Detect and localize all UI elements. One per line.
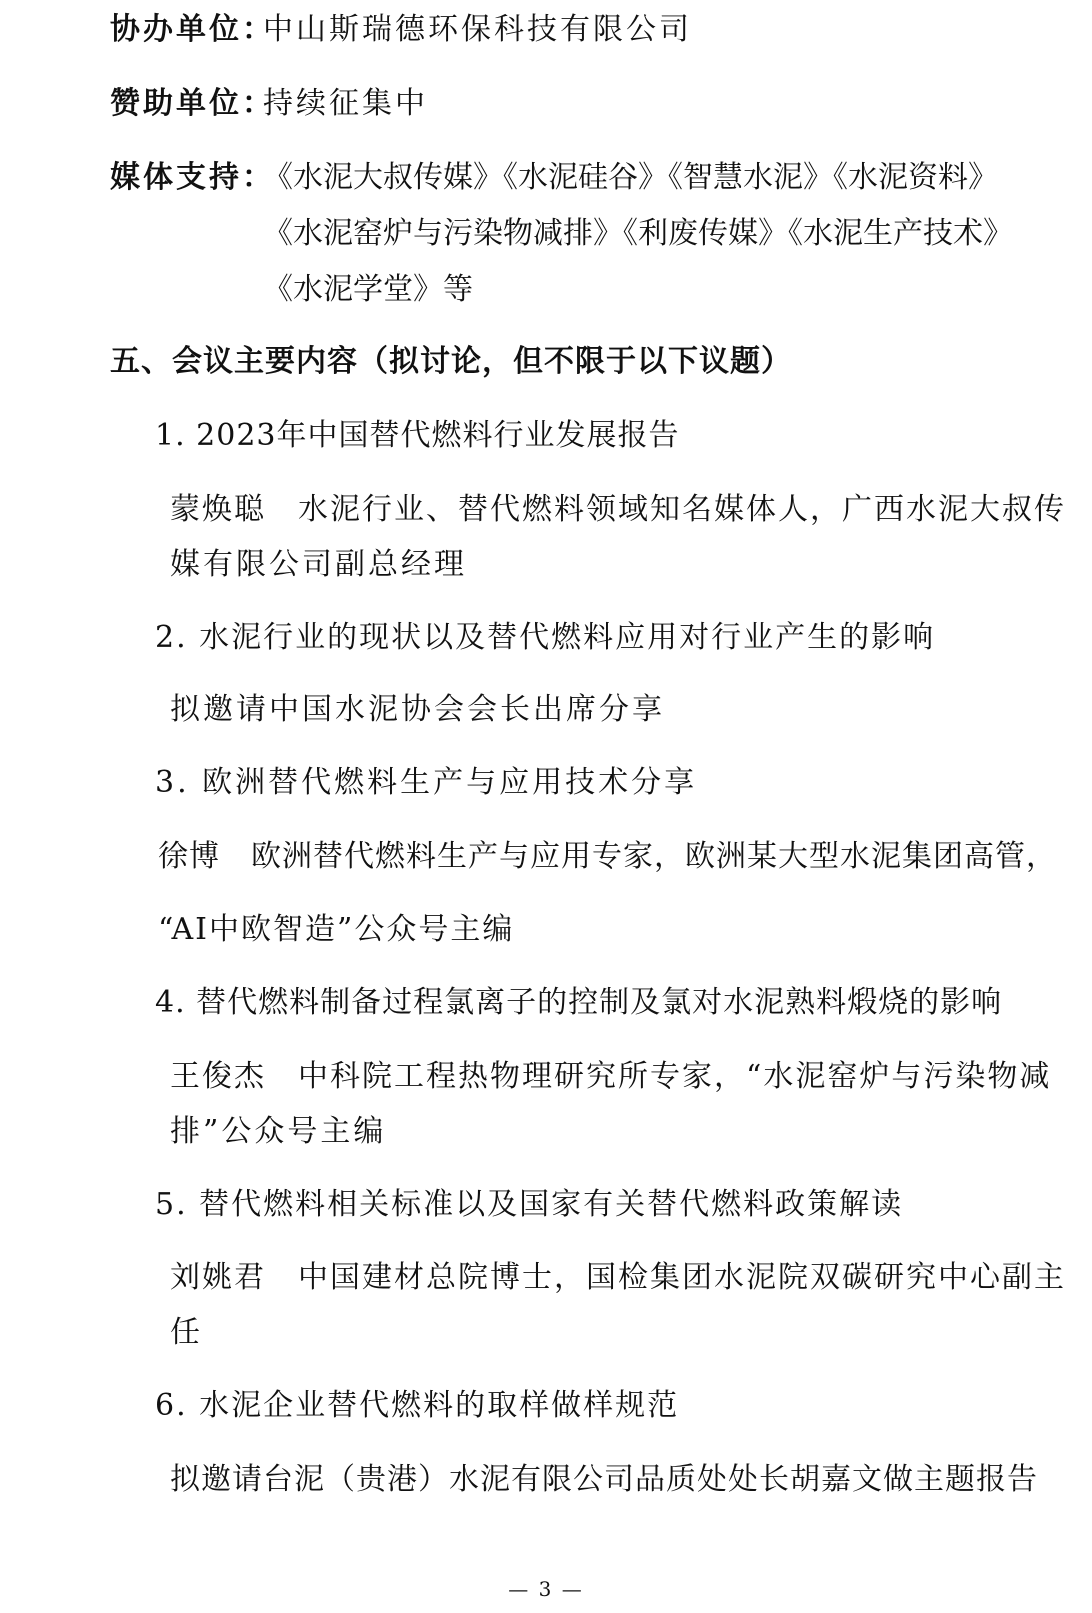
topic-speaker: 排”公众号主编 bbox=[170, 1114, 387, 1149]
topic-title: 3. 欧洲替代燃料生产与应用技术分享 bbox=[155, 765, 698, 800]
co-organizer-value: 中山斯瑞德环保科技有限公司 bbox=[263, 12, 692, 47]
media-label: 媒体支持： bbox=[110, 160, 275, 195]
topic-speaker: 媒有限公司副总经理 bbox=[170, 547, 467, 582]
media-line: 《水泥窑炉与污染物减排》《利废传媒》《水泥生产技术》 bbox=[263, 216, 1013, 251]
sponsor-value: 持续征集中 bbox=[263, 86, 428, 121]
media-line: 《水泥学堂》等 bbox=[263, 272, 473, 307]
topic-speaker: “AI中欧智造”公众号主编 bbox=[158, 912, 515, 947]
section-title: 五、会议主要内容（拟讨论，但不限于以下议题） bbox=[110, 344, 792, 379]
media-line: 《水泥大叔传媒》《水泥硅谷》《智慧水泥》《水泥资料》 bbox=[263, 160, 998, 195]
topic-speaker: 拟邀请台泥（贵港）水泥有限公司品质处处长胡嘉文做主题报告 bbox=[170, 1462, 1038, 1497]
page-number: — 3 — bbox=[508, 1577, 584, 1601]
topic-title: 2. 水泥行业的现状以及替代燃料应用对行业产生的影响 bbox=[155, 620, 936, 655]
topic-title: 4. 替代燃料制备过程氯离子的控制及氯对水泥熟料煅烧的影响 bbox=[155, 985, 1003, 1020]
topic-speaker: 刘姚君 中国建材总院博士，国检集团水泥院双碳研究中心副主 bbox=[170, 1260, 1066, 1295]
topic-title: 5. 替代燃料相关标准以及国家有关替代燃料政策解读 bbox=[155, 1187, 904, 1222]
topic-speaker: 王俊杰 中科院工程热物理研究所专家，“水泥窑炉与污染物减 bbox=[170, 1059, 1052, 1094]
topic-speaker: 任 bbox=[170, 1315, 203, 1350]
sponsor-label: 赞助单位： bbox=[110, 86, 275, 121]
topic-title: 6. 水泥企业替代燃料的取样做样规范 bbox=[155, 1388, 680, 1423]
topic-speaker: 徐博 欧洲替代燃料生产与应用专家，欧洲某大型水泥集团高管， bbox=[158, 839, 1057, 874]
topic-speaker: 蒙焕聪 水泥行业、替代燃料领域知名媒体人，广西水泥大叔传 bbox=[170, 492, 1066, 527]
topic-speaker: 拟邀请中国水泥协会会长出席分享 bbox=[170, 692, 665, 727]
topic-title: 1. 2023年中国替代燃料行业发展报告 bbox=[155, 418, 680, 453]
co-organizer-label: 协办单位： bbox=[110, 12, 275, 47]
